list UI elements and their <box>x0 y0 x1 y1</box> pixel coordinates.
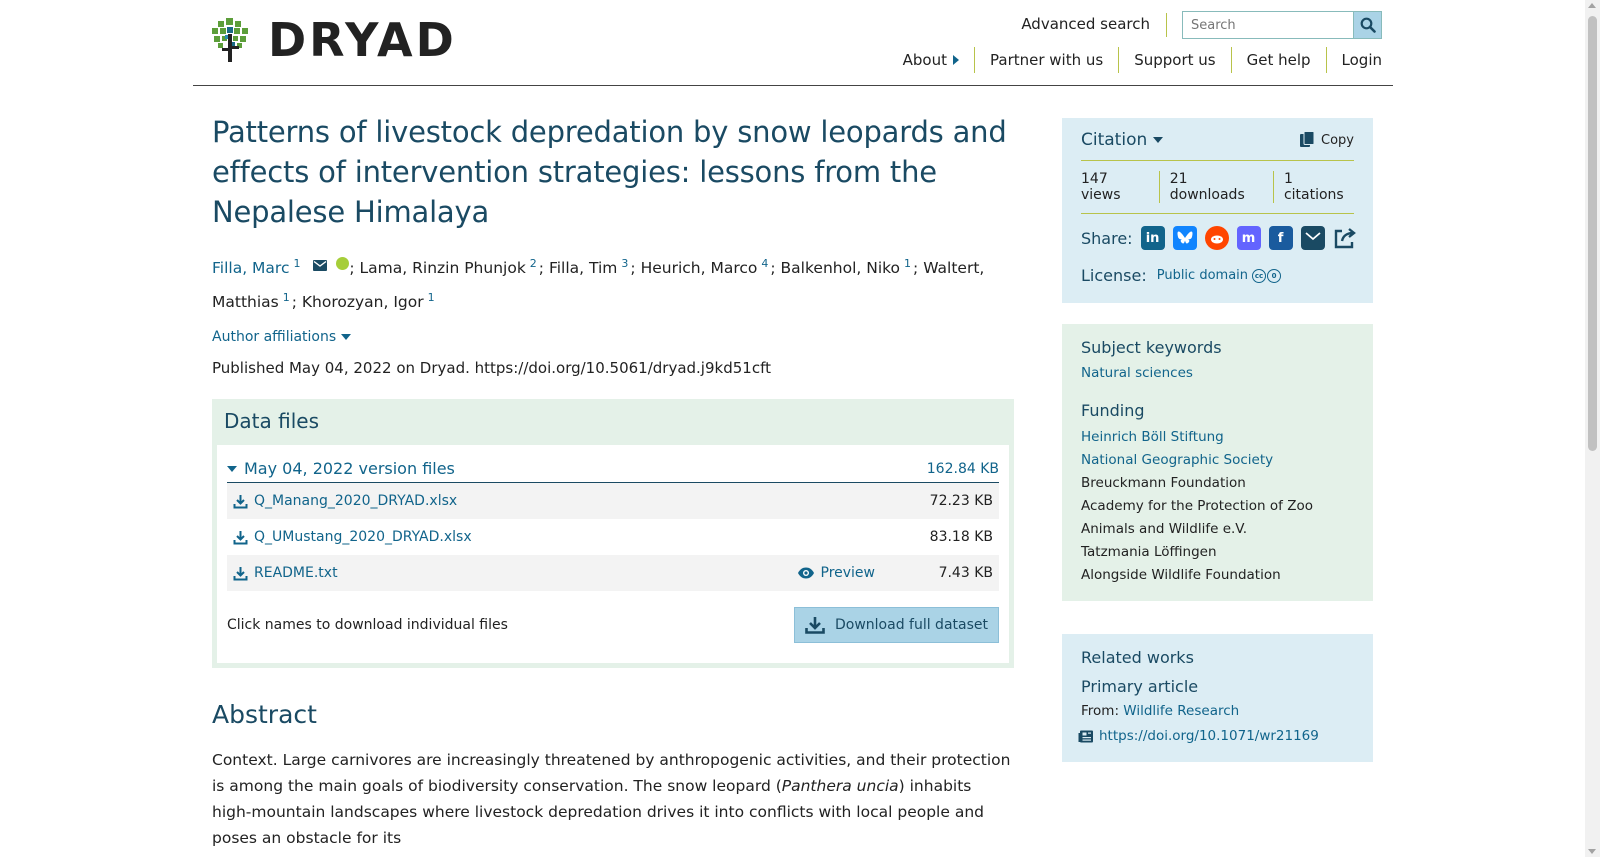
preview-label: Preview <box>820 565 875 582</box>
affiliation-number[interactable]: 4 <box>761 257 769 270</box>
download-icon <box>805 616 825 634</box>
nav-about[interactable] <box>888 47 974 73</box>
main-content <box>212 112 1014 851</box>
nav-partner[interactable]: Partner with us <box>974 47 1118 73</box>
metrics-row <box>1081 161 1354 214</box>
scrollbar-thumb[interactable] <box>1588 16 1597 451</box>
file-name-group <box>233 529 930 545</box>
license-label: License: <box>1081 266 1147 285</box>
author-name: Waltert, Matthias <box>212 259 985 312</box>
citations-count: 1 citations <box>1273 171 1354 203</box>
author-name: Balkenhol, Niko <box>780 259 901 278</box>
download-full-dataset-button[interactable] <box>794 607 999 643</box>
copy-label: Copy <box>1321 132 1354 148</box>
funder-name: Academy for the Protection of Zoo Animals and Wildlife e.V. <box>1081 498 1313 537</box>
file-download-link[interactable]: README.txt <box>254 565 338 582</box>
file-download-link[interactable]: Q_UMustang_2020_DRYAD.xlsx <box>254 529 472 546</box>
share-icons <box>1141 226 1365 250</box>
facebook-icon[interactable]: f <box>1269 226 1293 250</box>
license-link[interactable]: Public domain <box>1156 268 1249 283</box>
author-name: Lama, Rinzin Phunjok <box>359 259 526 278</box>
data-files-heading: Data files <box>224 409 319 434</box>
affiliation-sup[interactable] <box>294 257 301 270</box>
funder-name: Alongside Wildlife Foundation <box>1081 567 1281 583</box>
download-hint: Click names to download individual files <box>227 617 508 634</box>
copy-citation-button[interactable] <box>1299 131 1354 149</box>
file-size: 7.43 KB <box>938 565 993 582</box>
share-external-icon[interactable] <box>1333 226 1357 250</box>
file-name-group <box>233 565 797 581</box>
doi-link[interactable]: https://doi.org/10.1071/wr21169 <box>1099 728 1319 744</box>
citation-card <box>1062 118 1373 303</box>
share-row <box>1081 214 1354 250</box>
affiliation-number[interactable]: 1 <box>293 257 301 270</box>
version-size: 162.84 KB <box>926 460 999 477</box>
page-scrollbar[interactable] <box>1585 0 1600 857</box>
abstract-text-rest: ) inhabits high-mountain landscapes where livestock depredation drives it into conflicts with local people and poses an obstacle for its <box>212 777 984 848</box>
bluesky-icon[interactable] <box>1173 226 1197 250</box>
file-row <box>227 555 999 591</box>
caret-down-icon <box>227 466 237 472</box>
author-link[interactable]: Filla, Marc <box>212 259 290 278</box>
funding-heading: Funding <box>1081 401 1145 420</box>
main-nav <box>888 47 1382 73</box>
views-count: 147 views <box>1081 171 1121 203</box>
from-label: From: <box>1081 703 1119 719</box>
downloads-count: 21 downloads <box>1159 171 1273 203</box>
file-row <box>227 483 999 519</box>
version-label: May 04, 2022 version files <box>244 459 455 479</box>
keywords-funding-card <box>1062 324 1373 601</box>
abstract-text <box>212 747 1014 851</box>
author-list: Filla, Marc $^1$ ; Lama, Rinzin Phunjok $^2$ ; Filla, Tim $^3$ ; Heurich, Marco $^4$ ; Balkenhol, Niko $^1$ ; Waltert, Matthias $^1$ ; Khorozyan, Igor $^1$ <box>212 257 985 312</box>
affiliation-number[interactable]: 2 <box>529 257 537 270</box>
affiliation-number[interactable]: 1 <box>904 257 912 270</box>
file-row <box>227 519 999 555</box>
nav-support[interactable]: Support us <box>1118 47 1230 73</box>
search-button[interactable] <box>1353 12 1381 38</box>
email-icon[interactable] <box>313 260 327 271</box>
funding-list <box>1081 426 1354 587</box>
license-row <box>1081 250 1354 289</box>
download-icon <box>233 566 248 581</box>
citation-toggle[interactable] <box>1081 130 1163 150</box>
affiliation-number[interactable]: 1 <box>282 291 290 305</box>
caret-right-icon <box>953 55 959 65</box>
mastodon-icon[interactable]: m <box>1237 226 1261 250</box>
nav-login[interactable]: Login <box>1326 47 1382 73</box>
logo-wordmark: DRYAD <box>268 13 457 67</box>
data-files-list <box>217 445 1009 663</box>
author-name: Filla, Tim <box>548 259 618 278</box>
eye-icon <box>797 566 815 580</box>
abstract-heading: Abstract <box>212 700 317 730</box>
file-download-link[interactable]: Q_Manang_2020_DRYAD.xlsx <box>254 493 458 510</box>
funder-name: Breuckmann Foundation <box>1081 475 1246 491</box>
from-line <box>1081 700 1354 723</box>
file-size: 72.23 KB <box>929 493 993 510</box>
dataset-title: Patterns of livestock depredation by snow leopards and effects of intervention strategies: lessons from the Nepalese Himalaya <box>212 115 1007 229</box>
affiliation-number[interactable]: 1 <box>427 291 435 305</box>
funder-link[interactable]: Heinrich Böll Stiftung <box>1081 429 1224 445</box>
tree-logo-icon <box>212 18 248 62</box>
doi-line <box>1081 725 1354 748</box>
download-icon <box>233 530 248 545</box>
funder-link[interactable]: National Geographic Society <box>1081 452 1274 468</box>
scroll-down-icon[interactable] <box>1588 849 1596 854</box>
author-name: Khorozyan, Igor <box>301 293 424 312</box>
advanced-search-link[interactable]: Advanced search <box>1021 13 1167 37</box>
author-name: Heurich, Marco <box>640 259 758 278</box>
search-input[interactable] <box>1183 12 1353 38</box>
primary-article-heading: Primary article <box>1081 677 1199 696</box>
author-affiliations-toggle[interactable] <box>212 329 1014 345</box>
article-icon <box>1078 730 1094 743</box>
version-toggle[interactable] <box>227 459 999 483</box>
search-icon <box>1360 17 1376 33</box>
affiliation-number[interactable]: 3 <box>621 257 629 270</box>
scroll-up-icon[interactable] <box>1588 3 1596 8</box>
author-affiliations-label: Author affiliations <box>212 329 337 346</box>
related-works-card <box>1062 634 1373 762</box>
abstract-text-start: Context. Large carnivores are increasingly threatened by anthropogenic activities, and their protection is among the main goals of biodiversity conservation. The snow leopard ( <box>212 751 1011 796</box>
funder-name: Tatzmania Löffingen <box>1081 544 1217 560</box>
journal-link[interactable]: Wildlife Research <box>1123 703 1240 719</box>
share-label: Share: <box>1081 228 1133 248</box>
reddit-icon[interactable] <box>1205 226 1229 250</box>
abstract-species: Panthera uncia <box>781 777 899 796</box>
download-full-label: Download full dataset <box>834 617 988 634</box>
related-works-heading: Related works <box>1081 648 1194 667</box>
header-top-links <box>1021 11 1382 39</box>
keyword-link[interactable]: Natural sciences <box>1081 365 1193 381</box>
search-box <box>1182 11 1382 39</box>
orcid-icon[interactable] <box>336 257 349 270</box>
data-files-footer <box>227 607 999 643</box>
file-name-group <box>233 493 930 509</box>
nav-help[interactable]: Get help <box>1231 47 1326 73</box>
linkedin-icon[interactable]: in <box>1141 226 1165 250</box>
file-size: 83.18 KB <box>929 529 993 546</box>
citation-label: Citation <box>1081 130 1148 150</box>
copy-icon <box>1299 131 1317 149</box>
caret-down-icon <box>1153 137 1163 143</box>
site-header <box>193 0 1393 86</box>
download-icon <box>233 494 248 509</box>
nav-about-label: About <box>902 51 947 69</box>
email-share-icon[interactable] <box>1301 226 1325 250</box>
caret-down-icon <box>341 334 351 340</box>
preview-button[interactable] <box>797 565 876 581</box>
published-line: Published May 04, 2022 on Dryad. https://doi.org/10.5061/dryad.j9kd51cft <box>212 359 771 378</box>
version-label-group <box>227 459 455 478</box>
dryad-logo[interactable] <box>212 13 457 67</box>
creative-commons-icon: cc 0 <box>1252 269 1282 283</box>
data-files-panel <box>212 399 1014 668</box>
citation-row <box>1081 130 1354 161</box>
subject-keywords-heading: Subject keywords <box>1081 338 1222 357</box>
